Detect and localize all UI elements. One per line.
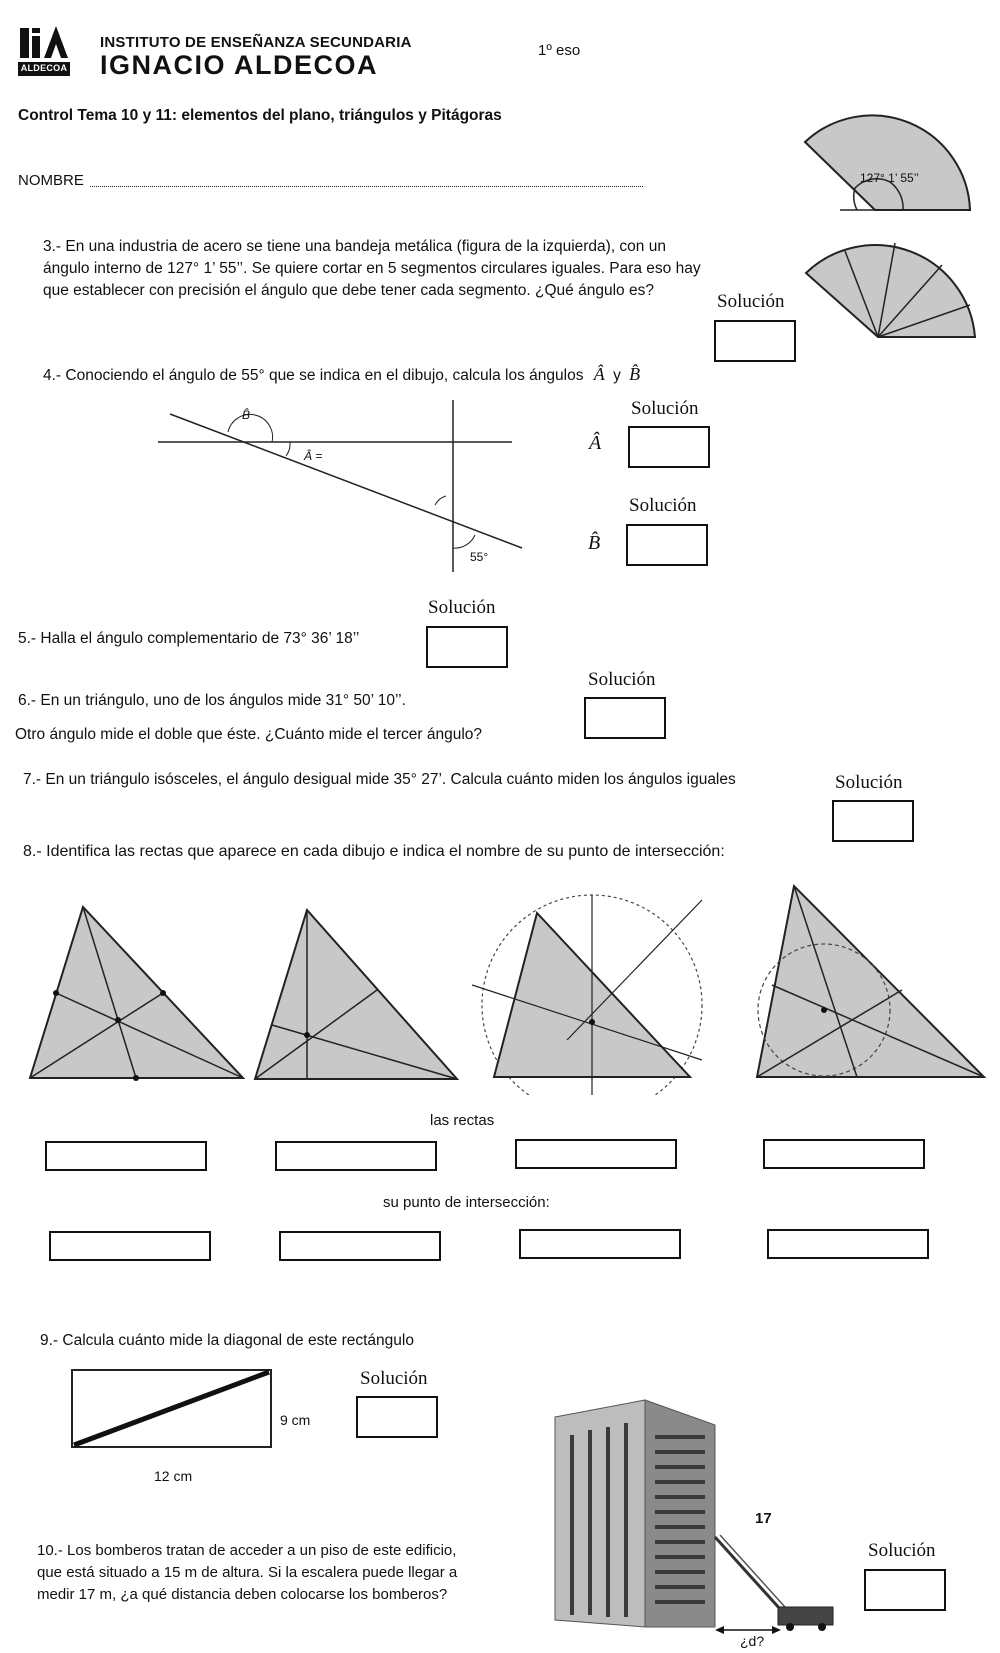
q4a-symbol: Â: [589, 432, 602, 454]
q4b-solution-label: Solución: [629, 495, 697, 516]
q8-lines-box-1[interactable]: [45, 1141, 207, 1171]
q6-line-2: Otro ángulo mide el doble que éste. ¿Cuánto mide el tercer ángulo?: [15, 726, 483, 743]
circumcenter-point: [589, 1019, 595, 1025]
rectangle-figure: [70, 1368, 275, 1450]
distance-label: ¿d?: [740, 1633, 765, 1649]
q7-solution-label: Solución: [835, 772, 903, 793]
q3-line-1: 3.- En una industria de acero se tiene una bandeja metálica (figura de la izquierda), con un: [43, 238, 666, 255]
q8-intersection-label: su punto de intersección:: [383, 1194, 550, 1211]
building-left-face: [555, 1400, 645, 1627]
q6-solution-label: Solución: [588, 669, 656, 690]
q4-text-body: 4.- Conociendo el ángulo de 55° que se indica en el dibujo, calcula los ángulos: [43, 367, 584, 384]
transversal-line: [170, 414, 522, 548]
q6-line-1: 6.- En un triángulo, uno de los ángulos mide 31° 50’ 10’’.: [18, 692, 406, 709]
triangle-altitudes-figure: [252, 905, 462, 1085]
q4b-answer-box[interactable]: [626, 524, 708, 566]
q3-line-2: ángulo interno de 127° 1’ 55’’. Se quiere cortar en 5 segmentos circulares iguales. Para eso hay: [43, 260, 701, 277]
orthocenter-point: [304, 1032, 310, 1038]
triangle-angle-bisectors-figure: [752, 880, 987, 1085]
q3-text: [43, 236, 773, 302]
q8-point-box-1[interactable]: [49, 1231, 211, 1261]
q10-answer-box[interactable]: [864, 1569, 946, 1611]
q10-text: [37, 1540, 457, 1606]
triangle-1: [30, 907, 243, 1078]
q8-point-box-3[interactable]: [519, 1229, 681, 1259]
angle-a-arc: [286, 442, 290, 456]
ladder-length-label: 17: [755, 1510, 772, 1527]
q5-answer-box[interactable]: [426, 626, 508, 668]
angle-b-label: B̂: [242, 408, 251, 422]
arrow-head-left: [715, 1626, 724, 1634]
q4-symbol-a: Â: [593, 364, 605, 384]
name-field[interactable]: [18, 172, 643, 190]
q8-lines-label: las rectas: [430, 1112, 495, 1129]
q3-answer-box[interactable]: [714, 320, 796, 362]
ladder-rail-2: [720, 1535, 794, 1617]
truck-wheel-2: [818, 1623, 826, 1631]
q8-text: 8.- Identifica las rectas que aparece en cada dibujo e indica el nombre de su punto de intersección:: [23, 843, 725, 860]
q5-solution-label: Solución: [428, 597, 496, 618]
midpoint-3: [133, 1075, 139, 1081]
tray-sector: [805, 115, 970, 210]
name-field-label: NOMBRE: [18, 172, 84, 189]
rectangle-width-label: 12 cm: [154, 1468, 193, 1484]
q10-line-3: medir 17 m, ¿a qué distancia deben colocarse los bomberos?: [37, 1586, 448, 1603]
centroid-point: [115, 1017, 121, 1023]
q4-lines-figure: [150, 400, 530, 575]
triangle-2: [255, 910, 457, 1079]
q6-answer-box[interactable]: [584, 697, 666, 739]
q8-point-box-4[interactable]: [767, 1229, 929, 1259]
arrow-head-right: [772, 1626, 781, 1634]
q4-symbol-b: B̂: [629, 364, 641, 384]
triangle-bisectors-perp-figure: [472, 890, 712, 1095]
q10-line-2: que está situado a 15 m de altura. Si la escalera puede llegar a: [37, 1564, 458, 1581]
right-angle-arc: [435, 496, 446, 505]
angle-55-label: 55°: [470, 550, 489, 564]
q3-line-3: que establecer con precisión el ángulo que debe tener cada segmento. ¿Qué ángulo es?: [43, 282, 654, 299]
angle-a-label: Â =: [304, 449, 323, 463]
grade-label: 1º eso: [538, 42, 581, 59]
rectangle-height-label: 9 cm: [280, 1412, 311, 1428]
q4a-answer-box[interactable]: [628, 426, 710, 468]
building-figure: [550, 1395, 840, 1650]
q3-solution-label: Solución: [717, 291, 785, 312]
q10-solution-label: Solución: [868, 1540, 936, 1561]
q8-lines-box-4[interactable]: [763, 1139, 925, 1169]
q9-solution-label: Solución: [360, 1368, 428, 1389]
school-name: IGNACIO ALDECOA: [100, 50, 378, 80]
q4b-symbol: B̂: [588, 532, 601, 554]
midpoint-2: [53, 990, 59, 996]
q5-text: 5.- Halla el ángulo complementario de 73° 36’ 18’’: [18, 630, 360, 647]
fire-truck: [778, 1607, 833, 1625]
midpoint-1: [160, 990, 166, 996]
q4-conj: y: [613, 367, 621, 384]
q9-text: 9.- Calcula cuánto mide la diagonal de este rectángulo: [40, 1332, 414, 1349]
institute-line: INSTITUTO DE ENSEÑANZA SECUNDARIA: [100, 34, 412, 51]
exam-title: Control Tema 10 y 11: elementos del plano, triángulos y Pitágoras: [18, 107, 502, 124]
q4a-solution-label: Solución: [631, 398, 699, 419]
q10-line-1: 10.- Los bomberos tratan de acceder a un piso de este edificio,: [37, 1542, 457, 1559]
school-logo: [18, 24, 70, 76]
tray-figure: [795, 110, 975, 220]
truck-wheel-1: [786, 1623, 794, 1631]
q9-answer-box[interactable]: [356, 1396, 438, 1438]
q8-point-box-2[interactable]: [279, 1231, 441, 1261]
q8-lines-box-2[interactable]: [275, 1141, 437, 1171]
incenter-point: [821, 1007, 827, 1013]
q8-lines-box-3[interactable]: [515, 1139, 677, 1169]
angle-55-arc: [453, 535, 475, 548]
tray-segmented-figure: [800, 243, 980, 343]
name-field-dotted-line[interactable]: [90, 186, 643, 187]
q4-text: [43, 363, 640, 387]
q7-text: 7.- En un triángulo isósceles, el ángulo desigual mide 35° 27’. Calcula cuánto miden los ángulos iguales: [23, 771, 736, 788]
tray-angle-label: 127° 1’ 55’’: [860, 171, 919, 185]
logo-caption: ALDECOA: [20, 63, 68, 73]
triangle-4: [757, 886, 984, 1077]
q7-answer-box[interactable]: [832, 800, 914, 842]
triangle-medians-figure: [25, 900, 245, 1085]
